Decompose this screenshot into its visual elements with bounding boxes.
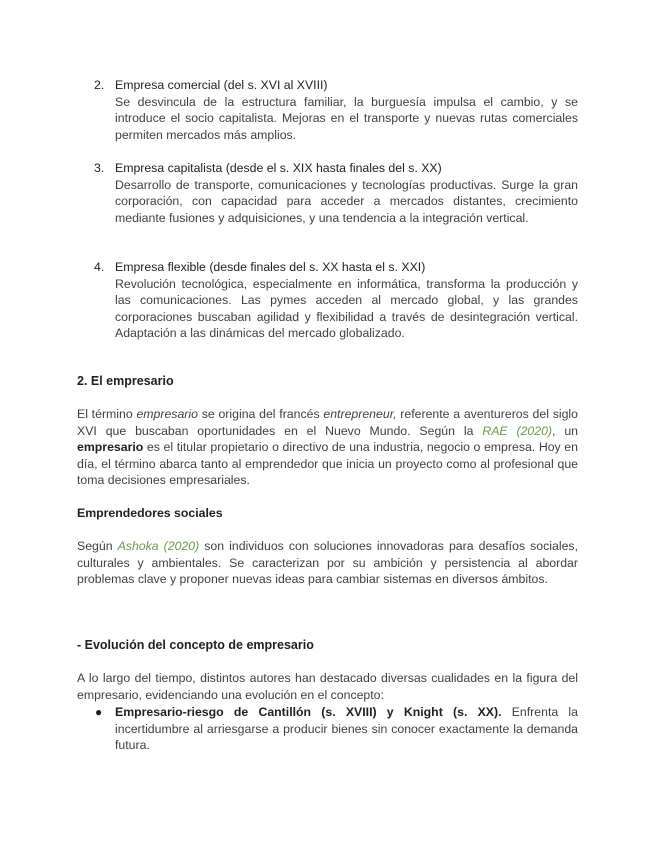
list-item-title: Empresa capitalista (desde el s. XIX hasta finales del s. XX): [115, 161, 442, 175]
list-item-title: Empresa flexible (desde finales del s. XX hasta el s. XXI): [115, 260, 426, 274]
term-entrepreneur: entrepreneur,: [323, 407, 397, 421]
bullet-icon: ●: [95, 705, 103, 719]
subsection-heading: Emprendedores sociales: [77, 506, 223, 520]
list-item: [77, 259, 578, 342]
citation-ashoka: Ashoka (2020): [117, 539, 200, 553]
paragraph-empresario-definition: El término empresario se origina del francés entrepreneur, referente a aventureros del siglo XVI que buscaban oportunidades en el Nuevo Mundo. Según la RAE (2020), un empresario es el titular propietario o directivo de una industria, negocio o empresa. Hoy en día, el término abarca tanto al emprendedor que inicia un proyecto como al profesional que toma decisiones empresariales.: [77, 407, 579, 488]
section-heading: 2. El empresario: [77, 374, 174, 388]
bold-term: empresario: [77, 440, 144, 455]
section-heading: - Evolución del concepto de empresario: [77, 638, 314, 652]
list-item: [77, 77, 578, 143]
bullet-text: Empresario-riesgo de Cantillón (s. XVIII) y Knight (s. XX). Enfrenta la incertidumbre al arriesgarse a producir bienes sin conocer exactamente la demanda futura.: [115, 705, 578, 753]
list-number: 3.: [94, 161, 105, 175]
list-item-body: Se desvincula de la estructura familiar, la burguesía impulsa el cambio, y se introduce el socio capitalista. Mejoras en el transporte y nuevas rutas comerciales permiten mercados más amplios.: [115, 94, 578, 142]
bullet-list-item: [77, 704, 578, 754]
paragraph-emprendedores-sociales: Según Ashoka (2020) son individuos con soluciones innovadoras para desafíos sociales, culturales y ambientales. Se caracterizan por su ambición y persistencia al abordar problemas clave y proponer nuevas ideas para cambiar sistemas en diversos ámbitos.: [77, 539, 578, 587]
list-item: [77, 160, 578, 226]
list-item-title: Empresa comercial (del s. XVI al XVIII): [115, 78, 328, 92]
list-item-body: Desarrollo de transporte, comunicaciones y tecnologías productivas. Surge la gran corporación, con capacidad para acceder a mercados distantes, crecimiento mediante fusiones y adquisiciones, y una tendencia a la integración vertical.: [115, 177, 578, 225]
paragraph-intro: A lo largo del tiempo, distintos autores han destacado diversas cualidades en la figura del empresario, evidenciando una evolución en el concepto:: [77, 671, 578, 702]
list-number: 4.: [94, 260, 105, 274]
citation-rae: RAE (2020): [482, 423, 553, 438]
list-item-body: Revolución tecnológica, especialmente en informática, transforma la producción y las comunicaciones. Las pymes acceden al mercado global, y las grandes corporaciones buscaban agilidad y flexibilidad a través de desintegración vertical. Adaptación a las dinámicas del mercado globalizado.: [115, 276, 578, 341]
term-empresario: empresario: [136, 407, 198, 421]
list-number: 2.: [94, 78, 105, 92]
